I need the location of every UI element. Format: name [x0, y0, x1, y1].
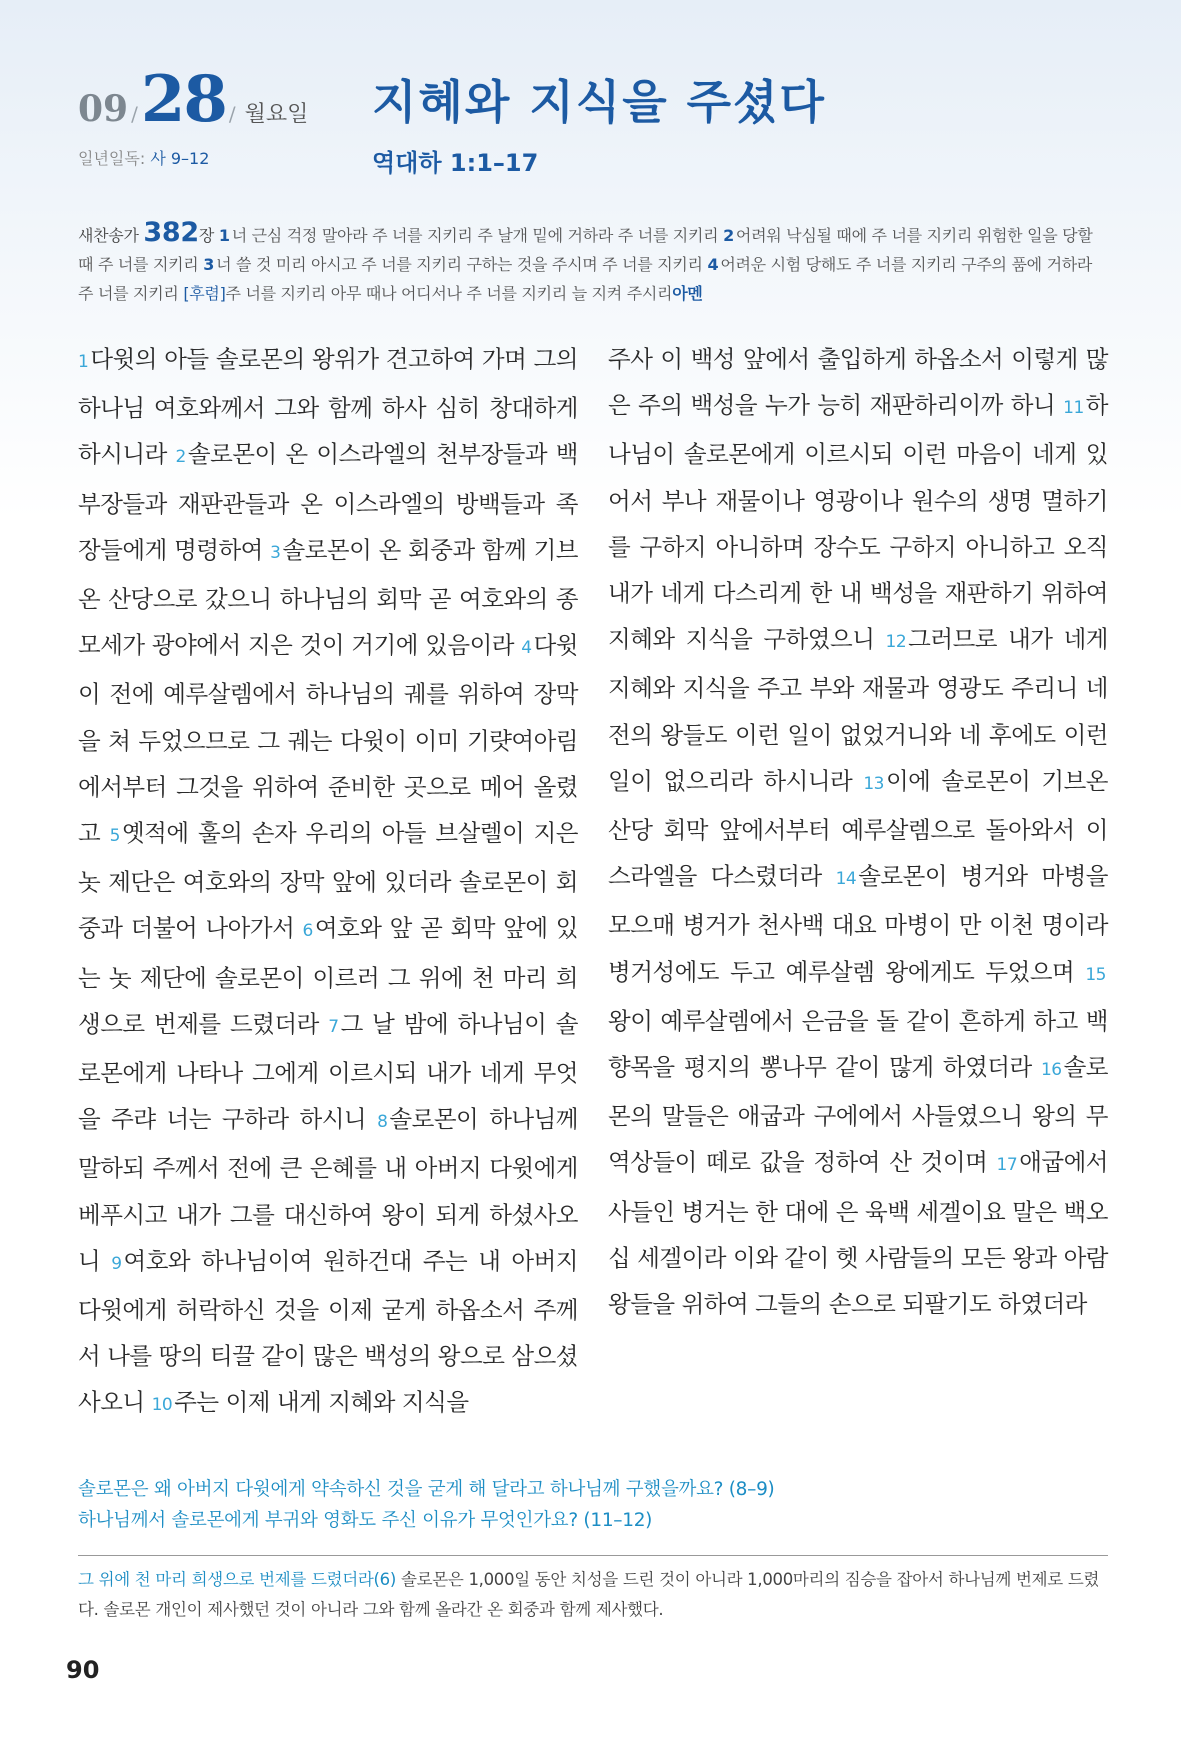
hymn-amen: 아멘 [672, 284, 703, 303]
hymn-refrain-text: 주 너를 지키리 아무 때나 어디서나 주 너를 지키리 늘 지켜 주시리 [225, 284, 673, 303]
verse-number: 17 [996, 1155, 1018, 1176]
divider [78, 1555, 1108, 1556]
hymn-label: 새찬송가 [78, 226, 139, 245]
question-item: 하나님께서 솔로몬에게 부귀와 영화도 주신 이유가 무엇인가요? (11–12) [78, 1510, 653, 1531]
hymn-verse [219, 226, 718, 245]
scripture-verse [78, 631, 578, 847]
verse-number: 16 [1040, 1060, 1062, 1081]
verse-text: 주사 이 백성 앞에서 출입하게 하옵소서 이렇게 많은 주의 백성을 누가 능히 재판하리이까 하니 [608, 345, 1108, 420]
reflection-questions [78, 1474, 774, 1536]
page-number: 90 [66, 1656, 100, 1684]
verse-text: 다윗의 아들 솔로몬의 왕위가 견고하여 가며 그의 하나님 여호와께서 그와 함께 하사 심히 창대하게 하시니라 [78, 345, 578, 469]
verse-text: 그러므로 내가 네게 지혜와 지식을 주고 부와 재물과 영광도 주리니 네 전의 왕들도 이런 일이 없었거니와 네 후에도 이런 일이 없으리라 하시니라 [608, 625, 1108, 795]
hymn-refrain-label: [후렴] [183, 284, 226, 303]
scripture-body [78, 336, 1108, 1429]
scripture-column-right [608, 336, 1108, 1429]
verse-number: 15 [1085, 964, 1106, 985]
verse-text: 이에 솔로몬이 기브온 산당 회막 앞에서부터 예루살렘으로 돌아와서 이스라엘을 다스렸더라 [608, 766, 1108, 891]
verse-text: 애굽에서 사들인 병거는 한 대에 은 육백 세겔이요 말은 백오십 세겔이라 이와 같이 헷 사람들의 모든 왕과 아람 왕들을 위하여 그들의 손으로 되팔기도 하였더라 [608, 1148, 1108, 1319]
verse-number: 3 [270, 542, 281, 563]
verse-number: 12 [885, 632, 907, 653]
verse-text: 솔로몬이 온 회중과 함께 기브온 산당으로 갔으니 하나님의 회막 곧 여호와의 종 모세가 광야에서 지은 것이 거기에 있음이라 [78, 535, 578, 660]
hymn-verse-number: 4 [707, 255, 719, 274]
annual-reading-label: 일년일독: [78, 149, 146, 168]
annual-reading-ref: 사 9–12 [150, 149, 210, 168]
date-day: 28 [140, 62, 226, 137]
hymn-suffix: 장 [198, 226, 215, 245]
scripture-verse [608, 345, 1108, 419]
verse-text: 왕이 예루살렘에서 은금을 돌 같이 흔하게 하고 백향목을 평지의 뽕나무 같이 많게 하였더라 [608, 1006, 1108, 1082]
date-block [78, 62, 308, 137]
verse-text: 다윗이 전에 예루살렘에서 하나님의 궤를 위하여 장막을 쳐 두었으므로 그 궤는 다윗이 이미 기럇여아림에서부터 그것을 위하여 준비한 곳으로 메어 올렸고 [78, 631, 578, 848]
verse-number: 1 [78, 352, 89, 372]
hymn-number: 382 [143, 217, 199, 248]
page-title: 지혜와 지식을 주셨다 [372, 75, 826, 129]
date-separator: / [228, 102, 236, 126]
question-item: 솔로몬은 왜 아버지 다윗에게 약속하신 것을 굳게 해 달라고 하나님께 구했을까요? (8–9) [78, 1479, 775, 1500]
verse-number: 6 [302, 921, 313, 942]
hymn-verse-text: 너 근심 걱정 말아라 주 너를 지키리 주 날개 밑에 거하라 주 너를 지키리 [231, 226, 719, 245]
scripture-verse [152, 1388, 469, 1416]
verse-number: 7 [328, 1016, 339, 1037]
verse-text: 솔로몬의 말들은 애굽과 구에에서 사들였으니 왕의 무역상들이 떼로 값을 정하여 산 것이며 [608, 1053, 1108, 1177]
date-weekday: 월요일 [244, 102, 309, 127]
hymn-verse-text: 너 쓸 것 미리 아시고 주 너를 지키리 구하는 것을 주시며 주 너를 지키리 [216, 255, 703, 274]
hymn-verse [203, 255, 702, 274]
scripture-column-left [78, 336, 578, 1429]
hymn-verse-number: 1 [218, 226, 230, 245]
annual-reading [78, 146, 209, 169]
verse-text: 여호와 앞 곧 회막 앞에 있는 놋 제단에 솔로몬이 이르러 그 위에 천 마리 희생으로 번제를 드렸더라 [78, 914, 578, 1038]
scripture-reference: 역대하 1:1–17 [372, 149, 539, 177]
hymn-verse-number: 2 [723, 226, 734, 245]
verse-number: 2 [175, 447, 186, 468]
note-heading: 그 위에 천 마리 희생으로 번제를 드렸더라(6) [78, 1570, 397, 1589]
verse-number: 4 [521, 638, 532, 659]
verse-number: 10 [151, 1395, 173, 1416]
note-text: 솔로몬은 1,000일 동안 치성을 드린 것이 아니라 1,000마리의 짐승을 잡아서 하나님께 번제로 드렸다. 솔로몬 개인이 제사했던 것이 아니라 그와 함께 올라간 온 회중과 함께 제사했다. [78, 1570, 1100, 1619]
verse-text: 솔로몬이 병거와 마병을 모으매 병거가 천사백 대요 마병이 만 이천 명이라 병거성에도 두고 예루살렘 왕에게도 두었으며 [608, 862, 1109, 986]
date-month: 09 [78, 88, 129, 130]
hymn-verse-number: 3 [203, 255, 215, 274]
verse-text: 솔로몬이 온 이스라엘의 천부장들과 백부장들과 재판관들과 온 이스라엘의 방백들과 족장들에게 명령하여 [78, 440, 578, 564]
verse-text: 옛적에 훌의 손자 우리의 아들 브살렐이 지은 놋 제단은 여호와의 장막 앞에 있더라 솔로몬이 회중과 더불어 나아가서 [78, 819, 578, 943]
verse-number: 9 [111, 1253, 122, 1274]
hymn-verse-text: 어려운 시험 당해도 주 너를 지키리 구주의 품에 거하라 주 너를 지키리 [78, 255, 1093, 303]
hymn-verse-text: 어려워 낙심될 때에 주 너를 지키리 위험한 일을 당할 때 주 너를 지키리 [78, 226, 1093, 274]
scripture-verse [608, 391, 1108, 653]
commentary-note [78, 1565, 1108, 1625]
verse-text: 솔로몬이 하나님께 말하되 주께서 전에 큰 은혜를 내 아버지 다윗에게 베푸시고 내가 그를 대신하여 왕이 되게 하셨사오니 [78, 1105, 579, 1275]
verse-text: 그 날 밤에 하나님이 솔로몬에게 나타나 그에게 이르시되 내가 네게 무엇을 주랴 너는 구하라 하시니 [78, 1009, 578, 1134]
verse-number: 8 [377, 1112, 388, 1133]
verse-text: 주는 이제 내게 지혜와 지식을 [174, 1388, 469, 1417]
verse-number: 5 [109, 826, 120, 847]
hymn-section [78, 218, 1108, 308]
date-separator: / [131, 102, 138, 126]
verse-number: 11 [1063, 398, 1084, 419]
verse-number: 13 [863, 773, 884, 794]
verse-text: 여호와 하나님이여 원하건대 주는 내 아버지 다윗에게 허락하신 것을 이제 굳게 하옵소서 주께서 나를 땅의 티끌 같이 많은 백성의 왕으로 삼으셨사오니 [78, 1246, 578, 1417]
verse-text: 하나님이 솔로몬에게 이르시되 이런 마음이 네게 있어서 부나 재물이나 영광이나 원수의 생명 멸하기를 구하지 아니하며 장수도 구하지 아니하고 오직 내가 네게 다스리게 한 내 백성을 재판하기 위하여 지혜와 지식을 구하였으니 [608, 391, 1108, 654]
verse-number: 14 [835, 869, 857, 890]
